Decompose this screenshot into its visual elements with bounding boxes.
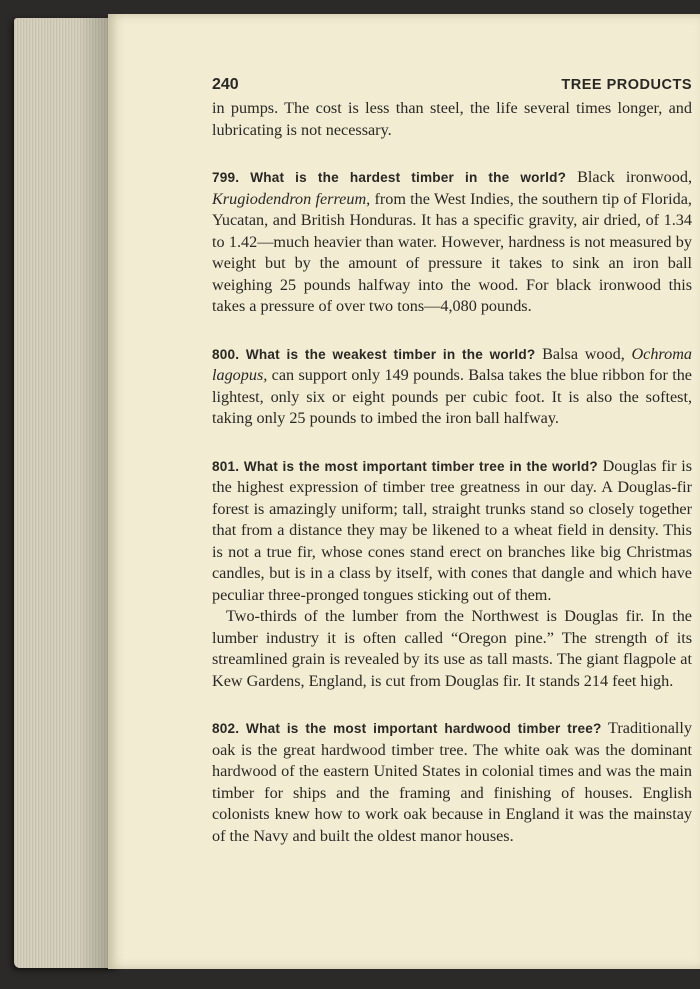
intro-paragraph: in pumps. The cost is less than steel, the life several times longer, and lubricating is not necessary. [212, 99, 692, 139]
question-799-lead: Black ironwood, [566, 168, 692, 186]
question-802-body: Traditionally oak is the great hardwood timber tree. The white oak was the dominant hardwood of the eastern United States in colonial times and was the main timber for ships and the framing and finishing of houses. English colonists knew how to work oak because in England it was the mainstay of the Navy and built the oldest manor houses. [212, 719, 692, 845]
question-800-scientific-name: Ochroma lagopus, [212, 344, 693, 384]
question-799-scientific-name: Krugiodendron ferreum, [212, 189, 371, 208]
question-801-heading: 801. What is the most important timber tree in the world? [212, 458, 598, 474]
page-text [212, 76, 692, 847]
question-799 [212, 167, 692, 318]
question-802-heading: 802. What is the most important hardwood timber tree? [212, 721, 602, 736]
question-800 [212, 344, 692, 430]
question-800-lead: Balsa wood, [535, 344, 632, 363]
question-799-body: from the West Indies, the southern tip of Florida, Yucatan, and British Honduras. It has a specific gravity, air dried, of 1.34 to 1.42—much heavier than water. However, hardness is not measured by weight but by the amount of pressure it takes to sink an iron ball weighing 25 pounds halfway into the wood. For black ironwood this takes a pressure of over two tons—4,080 pounds. [212, 189, 692, 315]
question-801-body: Douglas fir is the highest expression of timber tree greatness in our day. A Douglas-fir forest is amazingly uniform; tall, straight trunks stand so closely together that from a distance they may be likened to a wheat field in density. This is not a true fir, whose cones stand erect on branches like big Christmas candles, but is in a class by itself, with cones that dangle and which have peculiar three-pronged tongues sticking out of them. [212, 456, 693, 604]
running-title: TREE PRODUCTS [561, 77, 692, 93]
question-802 [212, 718, 692, 847]
question-801-paragraph-2: Two-thirds of the lumber from the Northwest is Douglas fir. In the lumber industry it is often called “Oregon pine.” The strength of its streamlined grain is revealed by its use as tall masts. The giant flagpole at Kew Gardens, England, is cut from Douglas fir. It stands 214 feet high. [212, 607, 692, 690]
question-800-heading: 800. What is the weakest timber in the world? [212, 346, 536, 362]
book-page [108, 14, 700, 969]
question-800-body: can support only 149 pounds. Balsa takes the blue ribbon for the lightest, only six or eight pounds per cubic foot. It is also the softest, taking only 25 pounds to imbed the iron ball halfway. [212, 366, 692, 427]
page-number: 240 [212, 76, 239, 93]
page-edges [14, 18, 118, 968]
question-801 [212, 456, 692, 607]
page-header [212, 76, 692, 94]
question-799-heading: 799. What is the hardest timber in the world? [212, 170, 567, 185]
